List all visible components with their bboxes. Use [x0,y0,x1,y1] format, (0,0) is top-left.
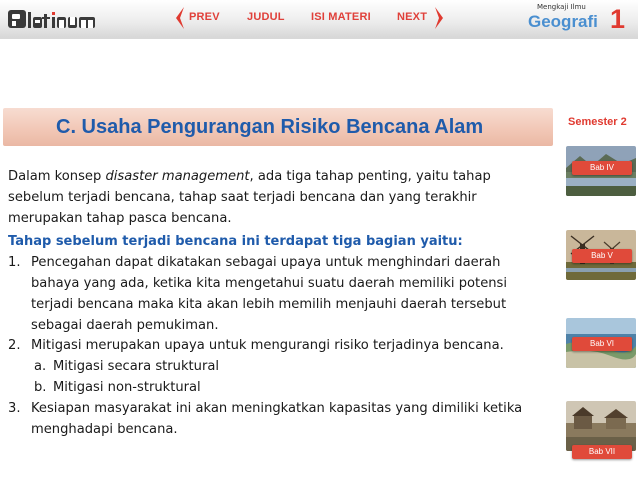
sub-list-item: a. Mitigasi secara struktural [34,359,220,375]
grade-number: 1 [610,4,626,34]
list-item: 1. Pencegahan dapat dikatakan sebagai upaya untuk menghindari daerah bahaya yang ada, ketika kita mengetahui suatu daerah memiliki potensi terjadi bencana maka kita akan lebih memilih menjauhi daerah tersebut sebagai daerah pemukiman. [8,255,508,333]
list-item: 3. Kesiapan masyarakat ini akan meningkatkan kapasitas yang dimiliki ketika menghadapi bencana. [8,400,523,437]
list-item: 2. Mitigasi merupakan upaya untuk mengurangi risiko terjadinya bencana. a. Mitigasi secara struktural b. Mitigasi non-struktural [8,336,543,398]
book-series-label: Mengkaji Ilmu [537,3,586,11]
nav-next-link[interactable]: NEXT [397,11,428,23]
section-title: C. Usaha Pengurangan Risiko Bencana Alam [56,116,484,138]
chevron-right-icon[interactable] [434,6,444,30]
chapter-button-iv[interactable]: Bab IV [572,161,632,175]
intro-paragraph: Dalam konsep disaster management, ada tiga tahap penting, yaitu tahap sebelum terjadi bencana, tahap saat terjadi bencana dan yang terakhir merupakan tahap pasca bencana. [8,169,491,226]
slide-body [8,167,543,440]
nav-content-link[interactable]: ISI MATERI [311,11,371,23]
steps-list [8,253,543,440]
nav-title-link[interactable]: JUDUL [247,11,285,23]
chapter-button-vi[interactable]: Bab VI [572,337,632,351]
top-bar-divider [0,37,638,39]
chapter-button-v[interactable]: Bab V [572,249,632,263]
list-subheading: Tahap sebelum terjadi bencana ini terdapat tiga bagian yaitu: [8,234,463,250]
chapter-button-vii[interactable]: Bab VII [572,445,632,459]
chapter-thumbnail-village[interactable] [566,401,636,451]
sub-list-item: b. Mitigasi non-struktural [34,379,201,395]
chevron-left-icon[interactable] [175,6,185,30]
sub-list [31,357,543,399]
intro-term: disaster management [105,169,250,184]
semester-label: Semester 2 [568,116,627,128]
nav-prev-link[interactable]: PREV [189,11,220,23]
platinum-logo [8,6,104,32]
subject-title: Geografi [528,12,598,31]
